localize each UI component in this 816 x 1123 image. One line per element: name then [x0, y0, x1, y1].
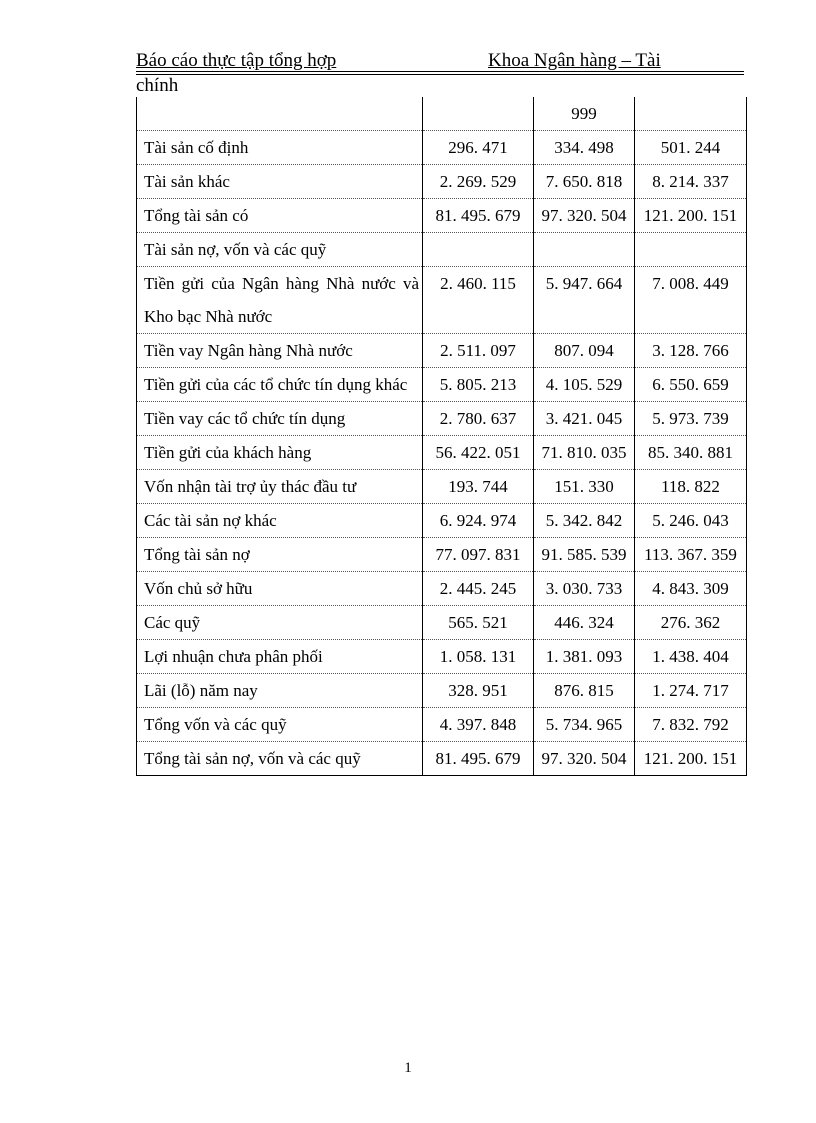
value-cell: 7. 008. 449 — [635, 267, 747, 334]
row-label: Tổng tài sản nợ — [137, 538, 423, 572]
row-label: Tài sản cố định — [137, 131, 423, 165]
value-cell: 193. 744 — [423, 470, 534, 504]
value-cell: 999 — [534, 97, 635, 131]
value-cell: 876. 815 — [534, 674, 635, 708]
table-row — [137, 267, 747, 334]
value-cell: 2. 460. 115 — [423, 267, 534, 334]
row-label: Vốn nhận tài trợ ủy thác đầu tư — [137, 470, 423, 504]
value-cell: 296. 471 — [423, 131, 534, 165]
value-cell: 77. 097. 831 — [423, 538, 534, 572]
value-cell: 501. 244 — [635, 131, 747, 165]
value-cell: 71. 810. 035 — [534, 436, 635, 470]
value-cell: 3. 421. 045 — [534, 402, 635, 436]
row-label: Các quỹ — [137, 606, 423, 640]
value-cell: 6. 550. 659 — [635, 368, 747, 402]
value-cell: 5. 342. 842 — [534, 504, 635, 538]
table-row — [137, 606, 747, 640]
value-cell: 121. 200. 151 — [635, 742, 747, 776]
page-header — [136, 50, 744, 72]
value-cell: 4. 843. 309 — [635, 572, 747, 606]
value-cell: 5. 973. 739 — [635, 402, 747, 436]
value-cell: 97. 320. 504 — [534, 742, 635, 776]
value-cell: 446. 324 — [534, 606, 635, 640]
row-label: Lợi nhuận chưa phân phối — [137, 640, 423, 674]
value-cell: 7. 650. 818 — [534, 165, 635, 199]
value-cell: 121. 200. 151 — [635, 199, 747, 233]
value-cell: 6. 924. 974 — [423, 504, 534, 538]
value-cell: 118. 822 — [635, 470, 747, 504]
header-rule-top — [136, 71, 744, 72]
table-row — [137, 538, 747, 572]
value-cell: 3. 128. 766 — [635, 334, 747, 368]
table-row — [137, 742, 747, 776]
faculty-name-continuation: chính — [136, 75, 179, 96]
balance-sheet-table — [136, 97, 747, 776]
table-row — [137, 368, 747, 402]
value-cell: 4. 105. 529 — [534, 368, 635, 402]
value-cell: 807. 094 — [534, 334, 635, 368]
value-cell: 565. 521 — [423, 606, 534, 640]
value-cell: 328. 951 — [423, 674, 534, 708]
table-row — [137, 504, 747, 538]
value-cell: 334. 498 — [534, 131, 635, 165]
row-label: Các tài sản nợ khác — [137, 504, 423, 538]
value-cell: 2. 780. 637 — [423, 402, 534, 436]
table-row — [137, 572, 747, 606]
value-cell — [635, 233, 747, 267]
row-label: Tổng tài sản nợ, vốn và các quỹ — [137, 742, 423, 776]
value-cell: 2. 511. 097 — [423, 334, 534, 368]
value-cell: 1. 438. 404 — [635, 640, 747, 674]
value-cell: 1. 274. 717 — [635, 674, 747, 708]
value-cell: 113. 367. 359 — [635, 538, 747, 572]
balance-sheet-body — [137, 97, 747, 776]
header-rule-bottom — [136, 74, 744, 75]
value-cell: 91. 585. 539 — [534, 538, 635, 572]
value-cell: 8. 214. 337 — [635, 165, 747, 199]
value-cell: 2. 269. 529 — [423, 165, 534, 199]
page-number: 1 — [404, 1060, 412, 1076]
value-cell: 276. 362 — [635, 606, 747, 640]
report-title: Báo cáo thực tập tổng hợp — [136, 50, 337, 71]
table-row — [137, 334, 747, 368]
value-cell: 151. 330 — [534, 470, 635, 504]
value-cell: 2. 445. 245 — [423, 572, 534, 606]
row-label: Tài sản nợ, vốn và các quỹ — [137, 233, 423, 267]
row-label: Tiền vay các tổ chức tín dụng — [137, 402, 423, 436]
row-label: Vốn chủ sở hữu — [137, 572, 423, 606]
row-label: Tài sản khác — [137, 165, 423, 199]
row-label: Tổng tài sản có — [137, 199, 423, 233]
faculty-name: Khoa Ngân hàng – Tài — [488, 50, 661, 71]
value-cell: 5. 734. 965 — [534, 708, 635, 742]
value-cell: 4. 397. 848 — [423, 708, 534, 742]
table-row — [137, 131, 747, 165]
value-cell: 1. 381. 093 — [534, 640, 635, 674]
table-row — [137, 165, 747, 199]
value-cell: 85. 340. 881 — [635, 436, 747, 470]
table-row — [137, 640, 747, 674]
value-cell: 97. 320. 504 — [534, 199, 635, 233]
value-cell: 3. 030. 733 — [534, 572, 635, 606]
value-cell — [534, 233, 635, 267]
value-cell — [423, 233, 534, 267]
table-row — [137, 199, 747, 233]
value-cell: 1. 058. 131 — [423, 640, 534, 674]
row-label: Tiền gửi của Ngân hàng Nhà nước và Kho bạc Nhà nước — [137, 267, 423, 334]
row-label: Tổng vốn và các quỹ — [137, 708, 423, 742]
value-cell: 56. 422. 051 — [423, 436, 534, 470]
row-label: Tiền gửi của khách hàng — [137, 436, 423, 470]
table-row — [137, 402, 747, 436]
value-cell: 5. 805. 213 — [423, 368, 534, 402]
value-cell: 81. 495. 679 — [423, 742, 534, 776]
value-cell: 5. 947. 664 — [534, 267, 635, 334]
row-label — [137, 97, 423, 131]
row-label: Lãi (lỗ) năm nay — [137, 674, 423, 708]
table-row — [137, 674, 747, 708]
table-row — [137, 233, 747, 267]
value-cell: 81. 495. 679 — [423, 199, 534, 233]
value-cell — [423, 97, 534, 131]
table-row — [137, 97, 747, 131]
table-row — [137, 708, 747, 742]
table-row — [137, 470, 747, 504]
value-cell: 5. 246. 043 — [635, 504, 747, 538]
row-label: Tiền vay Ngân hàng Nhà nước — [137, 334, 423, 368]
value-cell — [635, 97, 747, 131]
value-cell: 7. 832. 792 — [635, 708, 747, 742]
table-row — [137, 436, 747, 470]
row-label: Tiền gửi của các tổ chức tín dụng khác — [137, 368, 423, 402]
